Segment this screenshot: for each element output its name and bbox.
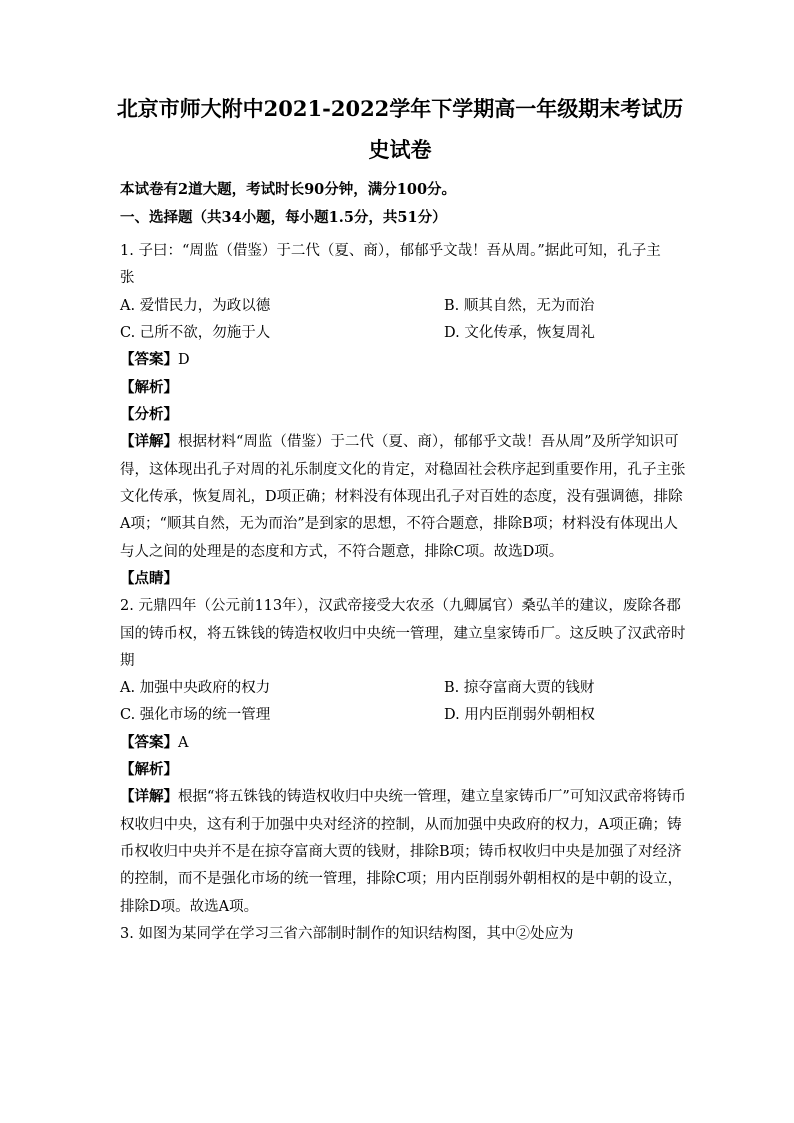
q2-detail-line-4: 的控制，而不是强化市场的统一管理，排除C项；用内臣削弱外朝相权的是中朝的设立， bbox=[120, 871, 683, 887]
detail-tag: 【详解】 bbox=[120, 433, 178, 450]
q2-option-b: B. 掠夺富商大贾的钱财 bbox=[444, 680, 595, 696]
detail-text: 根据“将五铢钱的铸造权收归中央统一管理，建立皇家铸币厂”可知汉武帝将铸币 bbox=[178, 789, 686, 805]
q1-detail-line-4: A项；“顺其自然，无为而治”是到家的思想，不符合题意，排除B项；材料没有体现出人 bbox=[120, 516, 678, 532]
detail-tag: 【详解】 bbox=[120, 788, 178, 805]
answer-value: A bbox=[178, 735, 189, 751]
q2-stem-line-3: 期 bbox=[120, 653, 135, 669]
detail-text: 根据材料“周监（借鉴）于二代（夏、商），郁郁乎文哉！吾从周”及所学知识可 bbox=[178, 434, 679, 450]
q2-option-c: C. 强化市场的统一管理 bbox=[120, 707, 271, 723]
q2-answer bbox=[120, 733, 680, 753]
q1-option-a: A. 爱惜民力，为政以德 bbox=[120, 298, 271, 314]
q2-option-d: D. 用内臣削弱外朝相权 bbox=[444, 707, 595, 723]
q1-analysis-tag: 【解析】 bbox=[120, 379, 178, 396]
q2-detail-line-2: 权收归中央，这有利于加强中央对经济的控制，从而加强中央政府的权力，A项正确；铸 bbox=[120, 817, 682, 833]
exam-title-line-2: 史试卷 bbox=[368, 137, 432, 162]
q1-answer bbox=[120, 350, 680, 370]
q2-option-a: A. 加强中央政府的权力 bbox=[120, 680, 271, 696]
exam-title-line-1: 北京市师大附中2021-2022学年下学期高一年级期末考试历 bbox=[116, 96, 684, 121]
section-heading: 一、选择题（共34小题，每小题1.5分，共51分） bbox=[120, 209, 447, 226]
q1-option-b: B. 顺其自然，无为而治 bbox=[444, 298, 595, 314]
q2-analysis-tag: 【解析】 bbox=[120, 761, 178, 778]
q2-detail-line-5: 排除D项。故选A项。 bbox=[120, 899, 259, 915]
q1-stem-line-2: 张 bbox=[120, 270, 135, 286]
q1-fenxi-tag: 【分析】 bbox=[120, 406, 178, 423]
answer-value: D bbox=[178, 352, 190, 368]
q2-detail-line-1 bbox=[120, 787, 686, 807]
exam-intro: 本试卷有2道大题，考试时长90分钟，满分100分。 bbox=[120, 181, 457, 198]
q2-stem-line-1: 2. 元鼎四年（公元前113年），汉武帝接受大农丞（九卿属官）桑弘羊的建议，废除各郡 bbox=[120, 598, 681, 614]
q1-detail-line-3: 文化传承，恢复周礼，D项正确；材料没有体现出孔子对百姓的态度，没有强调德，排除 bbox=[120, 489, 683, 505]
q1-detail-line-5: 与人之间的处理是的态度和方式，不符合题意，排除C项。故选D项。 bbox=[120, 544, 564, 560]
q2-stem-line-2: 国的铸币权，将五铢钱的铸造权收归中央统一管理，建立皇家铸币厂。这反映了汉武帝时 bbox=[120, 626, 686, 642]
q2-detail-line-3: 币权收归中央并不是在掠夺富商大贾的钱财，排除B项；铸币权收归中央是加强了对经济 bbox=[120, 844, 682, 860]
answer-tag: 【答案】 bbox=[120, 351, 178, 368]
q1-dianjing-tag: 【点睛】 bbox=[120, 570, 178, 587]
answer-tag: 【答案】 bbox=[120, 734, 178, 751]
q1-option-d: D. 文化传承，恢复周礼 bbox=[444, 325, 595, 341]
q1-detail-line-2: 得，这体现出孔子对周的礼乐制度文化的肯定，对稳固社会秩序起到重要作用，孔子主张 bbox=[120, 462, 686, 478]
q1-option-c: C. 己所不欲，勿施于人 bbox=[120, 325, 271, 341]
q1-detail-line-1 bbox=[120, 432, 680, 452]
q1-stem-line-1: 1. 子曰：“周监（借鉴）于二代（夏、商），郁郁乎文哉！吾从周。”据此可知，孔子主 bbox=[120, 243, 661, 259]
q3-stem-line-1: 3. 如图为某同学在学习三省六部制时制作的知识结构图，其中②处应为 bbox=[120, 926, 574, 942]
